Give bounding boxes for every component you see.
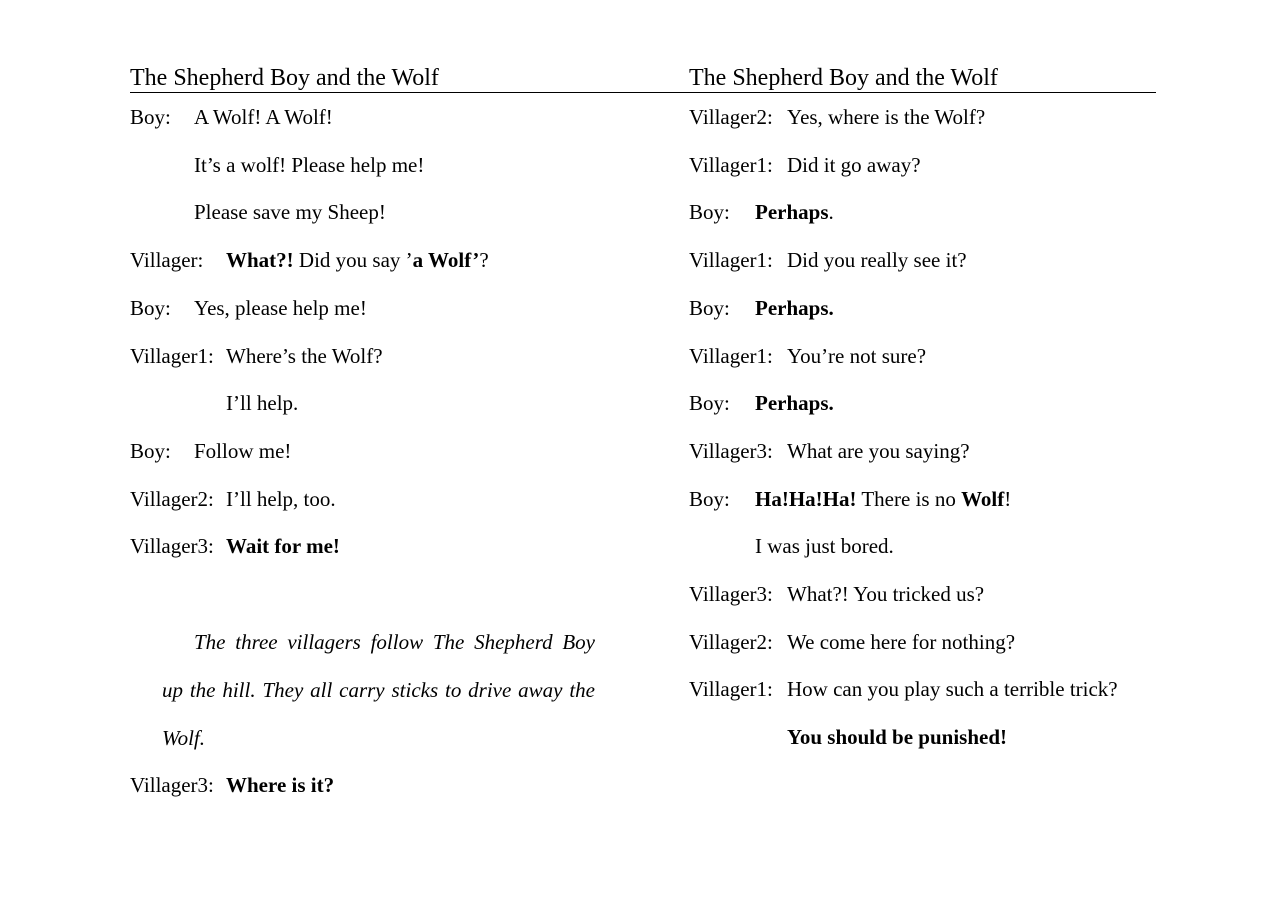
text-run: What are you saying? (787, 438, 970, 463)
text-run: ? (479, 248, 489, 273)
speaker-label: Boy: (689, 486, 730, 511)
dialogue-text (787, 343, 926, 369)
dialogue-text (755, 199, 834, 225)
speaker-label: Villager2: (689, 105, 773, 129)
text-run: Yes, please help me! (194, 295, 367, 320)
speaker-label: Villager3: (689, 582, 773, 606)
text-run: You’re not sure? (787, 343, 927, 368)
dialogue-text (226, 486, 336, 512)
text-run: It’s a wolf! Please help me! (194, 152, 425, 177)
speaker-label: Villager2: (130, 486, 214, 511)
dialogue-text (787, 152, 921, 178)
emphasized-text: Perhaps. (755, 391, 834, 416)
emphasized-text: Perhaps. (755, 295, 834, 320)
left-column (130, 64, 605, 797)
right-column (689, 64, 1156, 750)
emphasized-text: Wolf (961, 486, 1005, 511)
text-run: I’ll help, too. (226, 486, 336, 511)
speaker-label: Villager3: (130, 534, 214, 559)
speaker-label: Boy: (689, 295, 730, 320)
dialogue-text (194, 295, 367, 321)
speaker-label: Boy: (130, 438, 171, 463)
dialogue-text (226, 772, 334, 798)
speaker-label: Villager1: (130, 343, 214, 368)
dialogue-text (787, 247, 967, 273)
dialogue-text (755, 295, 834, 321)
dialogue-text (787, 629, 1015, 655)
text-run: . (828, 200, 834, 225)
emphasized-text: a Wolf’ (412, 248, 480, 273)
speaker-label: Boy: (130, 295, 171, 320)
stage-direction-line: Wolf. (162, 725, 205, 750)
speaker-label: Boy: (130, 105, 171, 129)
dialogue-text (226, 390, 298, 416)
speaker-label: Boy: (689, 391, 730, 416)
page-header: The Shepherd Boy and the Wolf (689, 64, 1156, 93)
speaker-label: Villager2: (689, 629, 773, 654)
text-run: Where’s the Wolf? (226, 343, 383, 368)
text-run: Did it go away? (787, 152, 921, 177)
page-header: The Shepherd Boy and the Wolf (130, 64, 689, 93)
text-run: I’ll help. (226, 391, 299, 416)
text-run: Did you really see it? (787, 248, 967, 273)
dialogue-text (787, 438, 970, 464)
emphasized-text: Perhaps (755, 200, 829, 225)
text-run: How can you play such a terrible trick? (787, 677, 1118, 702)
speaker-label: Villager1: (689, 152, 773, 177)
speaker-label: Boy: (689, 200, 730, 225)
emphasized-text: You should be punished! (787, 725, 1008, 750)
emphasized-text: Ha!Ha!Ha! (755, 486, 857, 511)
text-run: I was just bored. (755, 534, 894, 559)
speaker-label: Villager3: (130, 772, 214, 797)
dialogue-text (226, 247, 489, 273)
text-run: Follow me! (194, 438, 292, 463)
dialogue-text (194, 104, 333, 130)
dialogue-text (787, 581, 984, 607)
dialogue-text (226, 533, 340, 559)
dialogue-text (755, 533, 894, 559)
dialogue-text (755, 486, 1011, 512)
speaker-label: Villager: (130, 248, 204, 273)
text-run: We come here for nothing? (787, 629, 1016, 654)
emphasized-text: Wait for me! (226, 534, 340, 559)
text-run: ! (1004, 486, 1012, 511)
emphasized-text: Where is it? (226, 772, 335, 797)
text-run: What?! You tricked us? (787, 582, 985, 606)
text-run: Yes, where is the Wolf? (787, 105, 986, 129)
dialogue-text (226, 343, 383, 369)
speaker-label: Villager1: (689, 677, 773, 702)
dialogue-text (787, 724, 1007, 750)
dialogue-text (787, 104, 985, 130)
text-run: A Wolf! A Wolf! (194, 105, 333, 129)
dialogue-text (194, 199, 386, 225)
stage-direction-line: up the hill. They all carry sticks to drive away the (162, 677, 595, 702)
dialogue-text (194, 152, 424, 178)
speaker-label: Villager1: (689, 343, 773, 368)
speaker-label: Villager1: (689, 248, 773, 273)
text-run: Please save my Sheep! (194, 200, 386, 225)
dialogue-text (755, 390, 834, 416)
speaker-label: Villager3: (689, 438, 773, 463)
stage-direction-line: The three villagers follow The Shepherd Boy (194, 629, 595, 654)
dialogue-text (787, 676, 1118, 702)
text-run: Did you say ’ (293, 248, 413, 273)
emphasized-text: What?! (226, 248, 294, 273)
dialogue-text (194, 438, 291, 464)
text-run: There is no (856, 486, 962, 511)
